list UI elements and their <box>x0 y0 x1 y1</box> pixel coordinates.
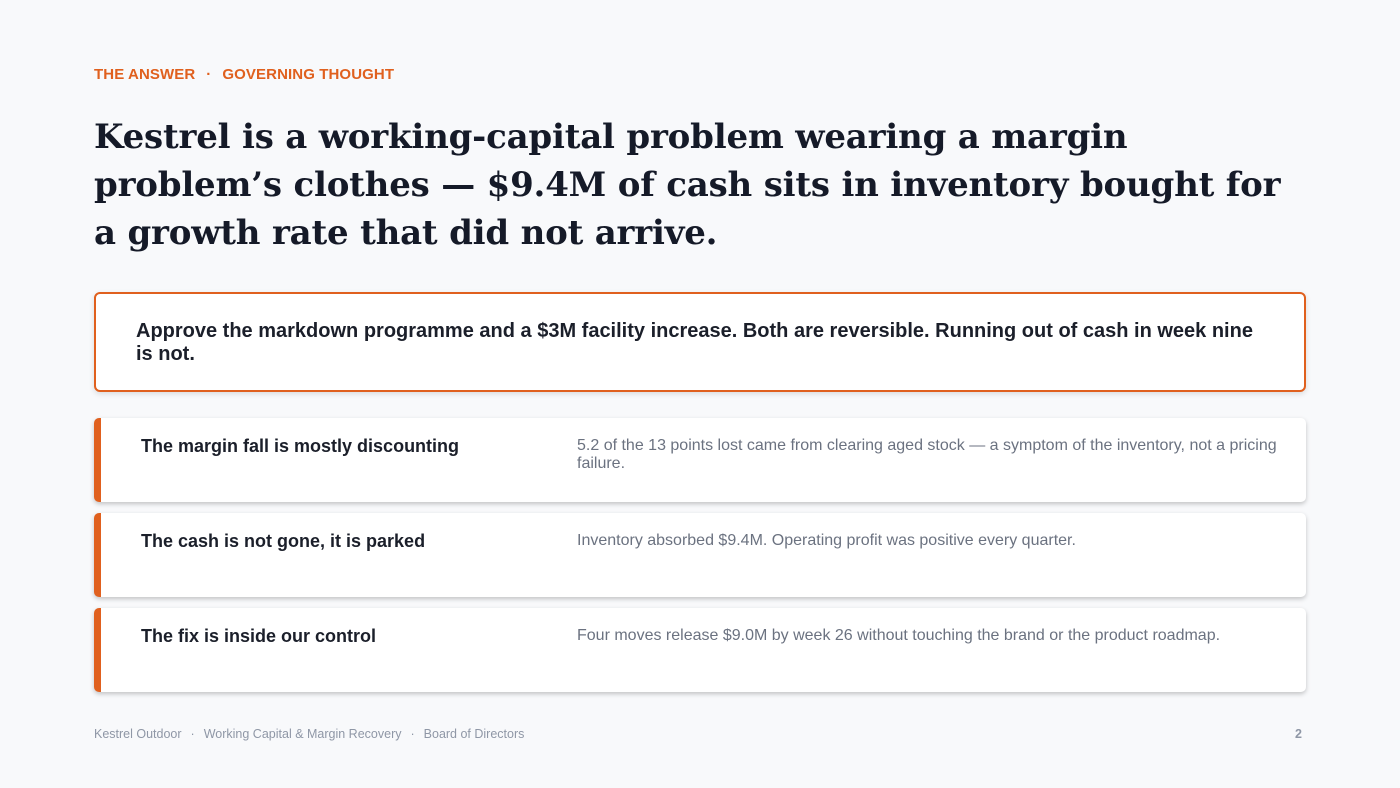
page-number: 2 <box>1295 727 1302 741</box>
eyebrow-label: GOVERNING THOUGHT <box>222 66 395 83</box>
headline: Kestrel is a working-capital problem wearing a margin problem’s clothes — $9.4M of cash sits in inventory bought for a growth rate that did not arrive. <box>94 117 1281 253</box>
support-card-fix-in-control <box>94 608 1306 692</box>
eyebrow-section: THE ANSWER <box>94 66 196 83</box>
footer <box>94 727 524 741</box>
footer-company: Kestrel Outdoor <box>94 727 182 741</box>
footer-separator: · <box>410 727 415 741</box>
support-detail: 5.2 of the 13 points lost came from clearing aged stock — a symptom of the inventory, not a pricing failure. <box>577 437 1277 472</box>
footer-audience: Board of Directors <box>423 727 525 741</box>
support-detail: Inventory absorbed $9.4M. Operating profit was positive every quarter. <box>577 532 1076 549</box>
support-title: The margin fall is mostly discounting <box>141 436 460 456</box>
footer-project: Working Capital & Margin Recovery <box>203 727 402 741</box>
recommendation-box <box>94 292 1306 392</box>
support-detail: Four moves release $9.0M by week 26 without touching the brand or the product roadmap. <box>577 627 1221 644</box>
support-title: The cash is not gone, it is parked <box>141 531 426 551</box>
recommendation-text: Approve the markdown programme and a $3M facility increase. Both are reversible. Running out of cash in week nine is not. <box>136 320 1253 365</box>
support-list <box>94 418 1306 703</box>
support-card-cash-parked <box>94 513 1306 597</box>
support-title: The fix is inside our control <box>141 626 377 646</box>
eyebrow <box>94 66 394 83</box>
support-card-discounting <box>94 418 1306 502</box>
eyebrow-separator: · <box>206 66 212 83</box>
footer-separator: · <box>190 727 195 741</box>
